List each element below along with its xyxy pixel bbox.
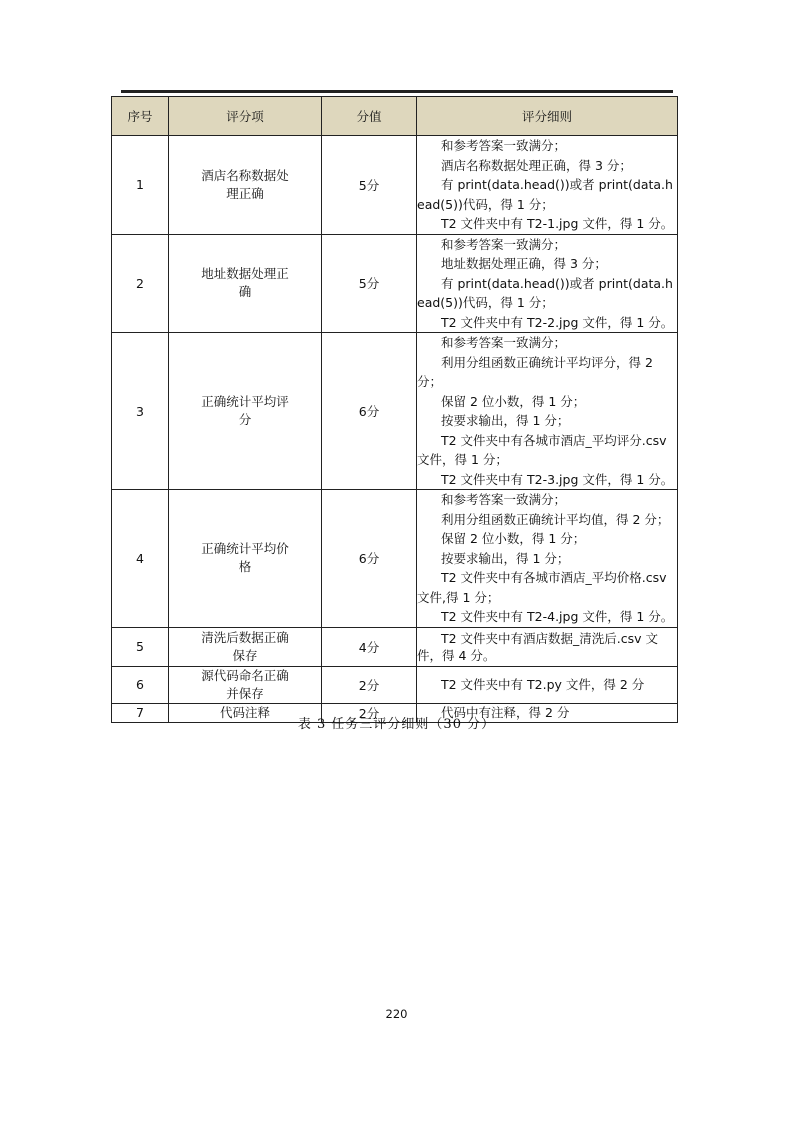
row-score: 4分 (322, 627, 417, 666)
row-detail (417, 627, 678, 666)
row-number: 4 (112, 490, 169, 628)
detail-line: 代码中有注释，得 2 分 (441, 705, 570, 720)
table-row (112, 333, 678, 490)
detail-line: 有 print(data.head())或者 print(data.head(5))代码，得 1 分； (417, 177, 673, 212)
detail-line: 和参考答案一致满分； (441, 335, 567, 350)
header-score: 分值 (322, 97, 417, 136)
row-number: 1 (112, 136, 169, 235)
table-row (112, 666, 678, 703)
detail-line: 按要求输出，得 1 分； (441, 413, 570, 428)
row-number: 3 (112, 333, 169, 490)
row-item: 正确统计平均价格 (169, 490, 322, 628)
detail-line: 利用分组函数正确统计平均评分，得 2 分； (417, 354, 653, 389)
row-number: 7 (112, 703, 169, 722)
detail-line: 保留 2 位小数，得 1 分； (441, 393, 586, 409)
detail-line: T2 文件夹中有 T2-1.jpg 文件，得 1 分。 (441, 216, 674, 231)
row-score: 6分 (322, 333, 417, 490)
detail-line: T2 文件夹中有 T2.py 文件，得 2 分 (441, 677, 645, 692)
row-item: 清洗后数据正确保存 (169, 627, 322, 666)
detail-line: 有 print(data.head())或者 print(data.head(5))代码，得 1 分； (417, 275, 673, 310)
detail-line: T2 文件夹中有各城市酒店_平均评分.csv 文件，得 1 分； (417, 432, 667, 467)
row-item: 地址数据处理正确 (169, 234, 322, 333)
page-number: 220 (385, 1007, 408, 1021)
row-number: 2 (112, 234, 169, 333)
row-item: 酒店名称数据处理正确 (169, 136, 322, 235)
grading-table (111, 96, 678, 723)
table-caption: 表 3 任务三评分细则（30 分） (297, 717, 496, 732)
row-detail (417, 333, 678, 490)
detail-line: 保留 2 位小数，得 1 分； (441, 531, 586, 546)
detail-line: 和参考答案一致满分； (441, 492, 567, 507)
detail-line: 和参考答案一致满分； (441, 236, 567, 252)
row-item: 源代码命名正确并保存 (169, 666, 322, 703)
table-row (112, 234, 678, 333)
header-rule (121, 90, 673, 93)
detail-line: T2 文件夹中有 T2-3.jpg 文件，得 1 分。 (441, 471, 674, 487)
row-number: 6 (112, 666, 169, 703)
table-row (112, 490, 678, 628)
detail-line: 地址数据处理正确，得 3 分； (441, 256, 607, 271)
row-detail (417, 666, 678, 703)
row-score: 6分 (322, 490, 417, 628)
header-no: 序号 (112, 97, 169, 136)
detail-line: T2 文件夹中有各城市酒店_平均价格.csv 文件,得 1 分； (417, 570, 667, 605)
row-detail (417, 136, 678, 235)
table-row (112, 136, 678, 235)
row-item: 代码注释 (169, 703, 322, 722)
detail-line: T2 文件夹中有酒店数据_清洗后.csv 文件，得 4 分。 (417, 630, 659, 663)
row-number: 5 (112, 627, 169, 666)
row-detail (417, 234, 678, 333)
table-row (112, 627, 678, 666)
row-score: 2分 (322, 703, 417, 722)
row-score: 5分 (322, 234, 417, 333)
table-header-row (112, 97, 678, 136)
row-item: 正确统计平均评分 (169, 333, 322, 490)
detail-line: T2 文件夹中有 T2-4.jpg 文件，得 1 分。 (441, 609, 674, 624)
row-score: 2分 (322, 666, 417, 703)
detail-line: T2 文件夹中有 T2-2.jpg 文件，得 1 分。 (441, 314, 674, 330)
detail-line: 按要求输出，得 1 分； (441, 550, 570, 566)
row-detail (417, 490, 678, 628)
detail-line: 和参考答案一致满分； (441, 138, 567, 153)
header-detail: 评分细则 (417, 97, 678, 136)
row-score: 5分 (322, 136, 417, 235)
detail-line: 酒店名称数据处理正确，得 3 分； (441, 157, 632, 173)
detail-line: 利用分组函数正确统计平均值，得 2 分； (441, 511, 670, 527)
header-item: 评分项 (169, 97, 322, 136)
